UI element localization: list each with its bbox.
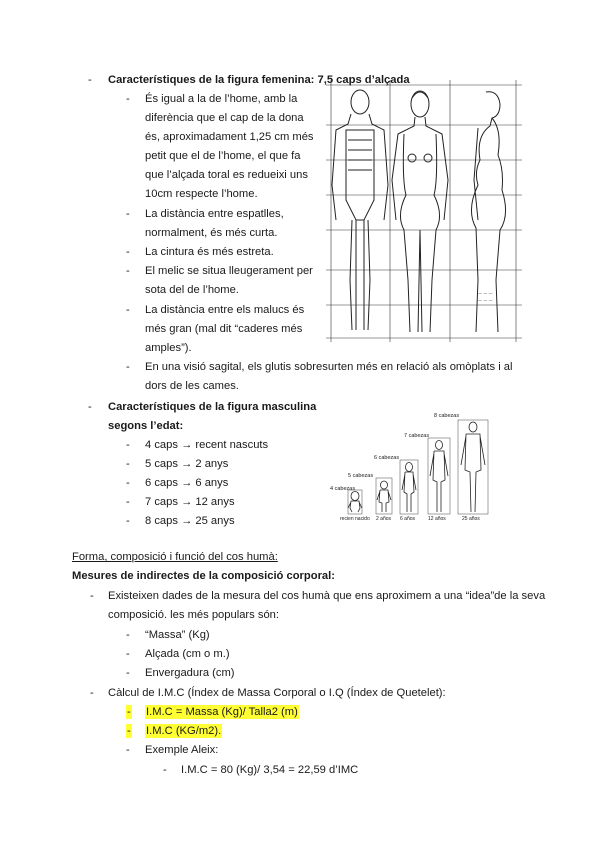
list-bullet: - [126,496,130,508]
age-label-bottom: 2 años [376,516,392,522]
male-heading-bullet: - [88,401,92,413]
list-bullet: - [126,667,130,679]
list-item-line: 10cm respecte l’home. [145,188,258,200]
age-proportions-figure [330,410,502,528]
svg-text:— — —: — — — [478,291,493,296]
list-item: “Massa” (Kg) [145,629,210,641]
age-label-top: 7 cabezas [404,433,430,439]
list-bullet: - [163,764,167,776]
male-heading-line: Característiques de la figura masculina [108,401,317,413]
list-bullet: - [126,744,130,756]
list-bullet: - [90,687,94,699]
age-label-bottom: 12 años [428,516,446,522]
list-item-line: petit que el de l’home, el que fa [145,150,301,162]
list-item-line: La cintura és més estreta. [145,246,274,258]
example-calc: I.M.C = 80 (Kg)/ 3,54 = 22,59 d’IMC [181,764,359,776]
list-item-line: normalment, és més curta. [145,227,278,239]
list-item-line: És igual a la de l’home, amb la [145,93,298,105]
list-item: 6 caps → 6 anys [145,477,229,489]
list-item: 4 caps → recent nascuts [145,439,269,451]
age-label-top: 4 cabezas [330,486,356,492]
list-item-line: més gran (mal dit “caderes més [145,323,303,335]
list-bullet: - [127,725,131,737]
male-heading-line: segons l’edat: [108,420,184,432]
list-item-line: que l’alçada toral es redueixi uns [145,169,308,181]
section-title: Forma, composició i funció del cos humà: [72,551,278,563]
list-item: Alçada (cm o m.) [145,648,230,660]
age-figures-drawing [330,410,502,528]
list-bullet: - [126,208,130,220]
list-bullet: - [126,629,130,641]
svg-text:— — —: — — — [478,298,493,303]
list-item-line: El melic se situa lleugerament per [145,265,313,277]
list-item: 8 caps → 25 anys [145,515,235,527]
example-label: Exemple Aleix: [145,744,219,756]
age-label-bottom: recien nacido [340,516,370,522]
age-label-bottom: 6 años [400,516,416,522]
list-bullet: - [126,246,130,258]
intro-line: composició. les més populars són: [108,609,279,621]
list-item-line: En una visió sagital, els glutis sobresurten més en relació als omòplats i al [145,361,513,373]
list-item-line: sota del de l’home. [145,284,239,296]
list-item-line: és, aproximadament 1,25 cm més [145,131,314,143]
list-bullet: - [126,265,130,277]
list-bullet: - [126,304,130,316]
list-bullet: - [126,361,130,373]
list-bullet: - [126,439,130,451]
female-heading-bullet: - [88,74,92,86]
age-label-top: 8 cabezas [434,413,460,419]
list-item: 5 caps → 2 anys [145,458,229,470]
list-item-line: dors de les cames. [145,380,239,392]
section-subtitle: Mesures de indirectes de la composició corporal: [72,570,335,582]
list-item: Envergadura (cm) [145,667,235,679]
list-item-line: amples”). [145,342,192,354]
imc-heading: Càlcul de I.M.C (Índex de Massa Corporal o I.Q (Índex de Quetelet): [108,687,446,699]
list-item-line: diferència que el cap de la dona [145,112,304,124]
list-bullet: - [126,515,130,527]
list-item-line: La distància entre els malucs és [145,304,305,316]
age-label-top: 5 cabezas [348,473,374,479]
list-bullet: - [126,477,130,489]
age-label-bottom: 25 años [462,516,480,522]
intro-line: Existeixen dades de la mesura del cos humà que ens aproximem a una “idea”de la seva [108,590,546,602]
list-bullet: - [126,458,130,470]
list-bullet: - [126,648,130,660]
female-heading: Característiques de la figura femenina: 7,5 caps d’alçada [108,74,410,86]
list-bullet: - [90,590,94,602]
list-item-line: La distància entre espatlles, [145,208,284,220]
imc-units: I.M.C (KG/m2). [146,725,222,737]
list-bullet: - [126,93,130,105]
female-proportions-figure [326,80,522,342]
list-bullet: - [127,706,131,718]
age-label-top: 6 cabezas [374,455,400,461]
imc-formula: I.M.C = Massa (Kg)/ Talla2 (m) [146,706,298,718]
list-item: 7 caps → 12 anys [145,496,235,508]
